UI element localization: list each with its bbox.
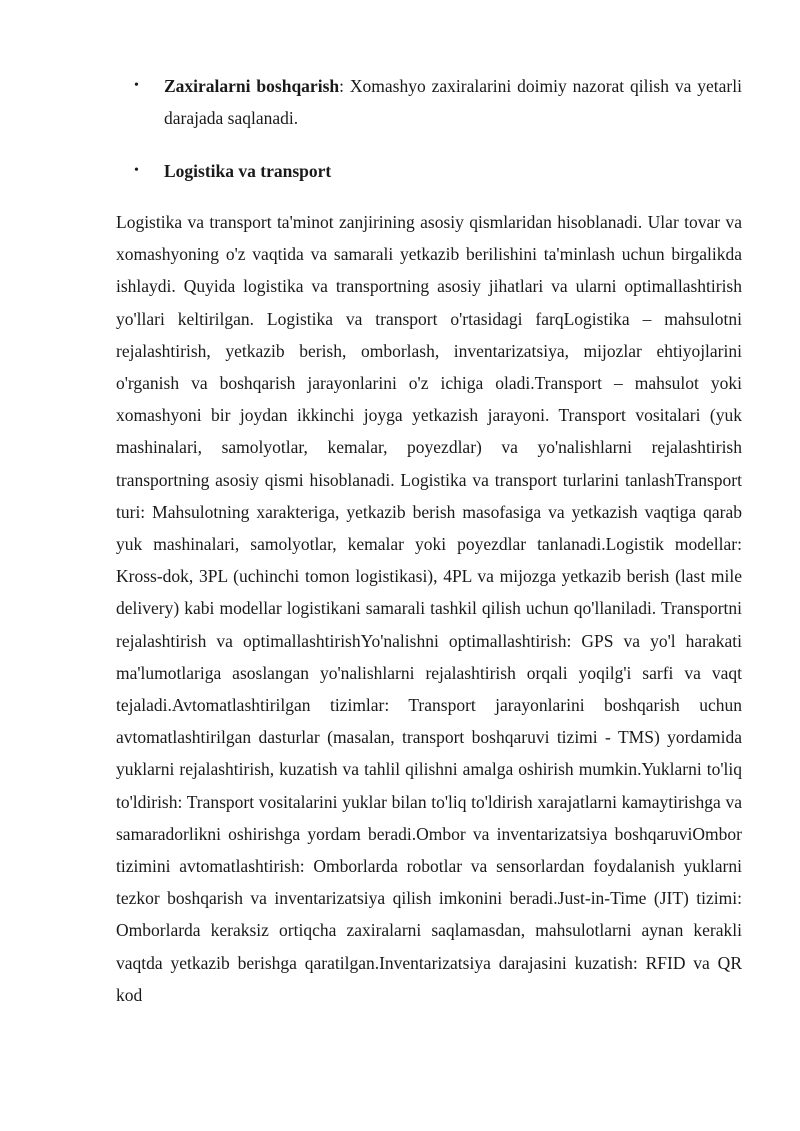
bullet-text: : Xomashyo zaxiralarini doimiy nazorat qilish va yetarli darajada saqlanadi.	[164, 76, 742, 128]
bullet-title: Zaxiralarni boshqarish	[164, 76, 340, 96]
bullet-list	[116, 155, 742, 187]
body-paragraph: Logistika va transport ta'minot zanjirining asosiy qismlaridan hisoblanadi. Ular tovar va xomashyoning o'z vaqtida va samarali yetkazib berilishini ta'minlash uchun birgalikda ishlaydi. Quyida logistika va transportning asosiy jihatlari va ularni optimallashtirish yo'llari keltirilgan. Logistika va transport o'rtasidagi farqLogistika – mahsulotni rejalashtirish, yetkazib berish, omborlash, inventarizatsiya, mijozlar ehtiyojlarini o'rganish va boshqarish jarayonlarini o'z ichiga oladi.Transport – mahsulot yoki xomashyoni bir joydan ikkinchi joyga yetkazish jarayoni. Transport vositalari (yuk mashinalari, samolyotlar, kemalar, poyezdlar) va yo'nalishlarni rejalashtirish transportning asosiy qismi hisoblanadi. Logistika va transport turlarini tanlashTransport turi: Mahsulotning xarakteriga, yetkazib berish masofasiga va yetkazish vaqtiga qarab yuk mashinalari, samolyotlar, kemalar yoki poyezdlar tanlanadi.Logistik modellar: Kross-dok, 3PL (uchinchi tomon logistikasi), 4PL va mijozga yetkazib berish (last mile delivery) kabi modellar logistikani samarali tashkil qilish uchun qo'llaniladi. Transportni rejalashtirish va optimallashtirishYo'nalishni optimallashtirish: GPS va yo'l harakati ma'lumotlariga asoslangan yo'nalishlarni rejalashtirish orqali yoqilg'i sarfi va vaqt tejaladi.Avtomatlashtirilgan tizimlar: Transport jarayonlarini boshqarish uchun avtomatlashtirilgan dasturlar (masalan, transport boshqaruvi tizimi - TMS) yordamida yuklarni rejalashtirish, kuzatish va tahlil qilishni amalga oshirish mumkin.Yuklarni to'liq to'ldirish: Transport vositalarini yuklar bilan to'liq to'ldirish xarajatlarni kamaytirishga va samaradorlikni oshirishga yordam beradi.Ombor va inventarizatsiya boshqaruviOmbor tizimini avtomatlashtirish: Omborlarda robotlar va sensorlardan foydalanish yuklarni tezkor boshqarish va inventarizatsiya qilish imkonini beradi.Just-in-Time (JIT) tizimi: Omborlarda keraksiz ortiqcha zaxiralarni saqlamasdan, mahsulotlarni aynan kerakli vaqtda yetkazib berishga qaratilgan.Inventarizatsiya darajasini kuzatish: RFID va QR kod	[116, 212, 742, 1005]
bullet-title: Logistika va transport	[164, 161, 332, 181]
bullet-dot-icon: •	[134, 78, 139, 93]
bullet-item-logistics	[116, 155, 742, 187]
bullet-item-inventory	[116, 70, 742, 134]
bullet-list	[116, 70, 742, 134]
bullet-dot-icon: •	[134, 163, 139, 178]
